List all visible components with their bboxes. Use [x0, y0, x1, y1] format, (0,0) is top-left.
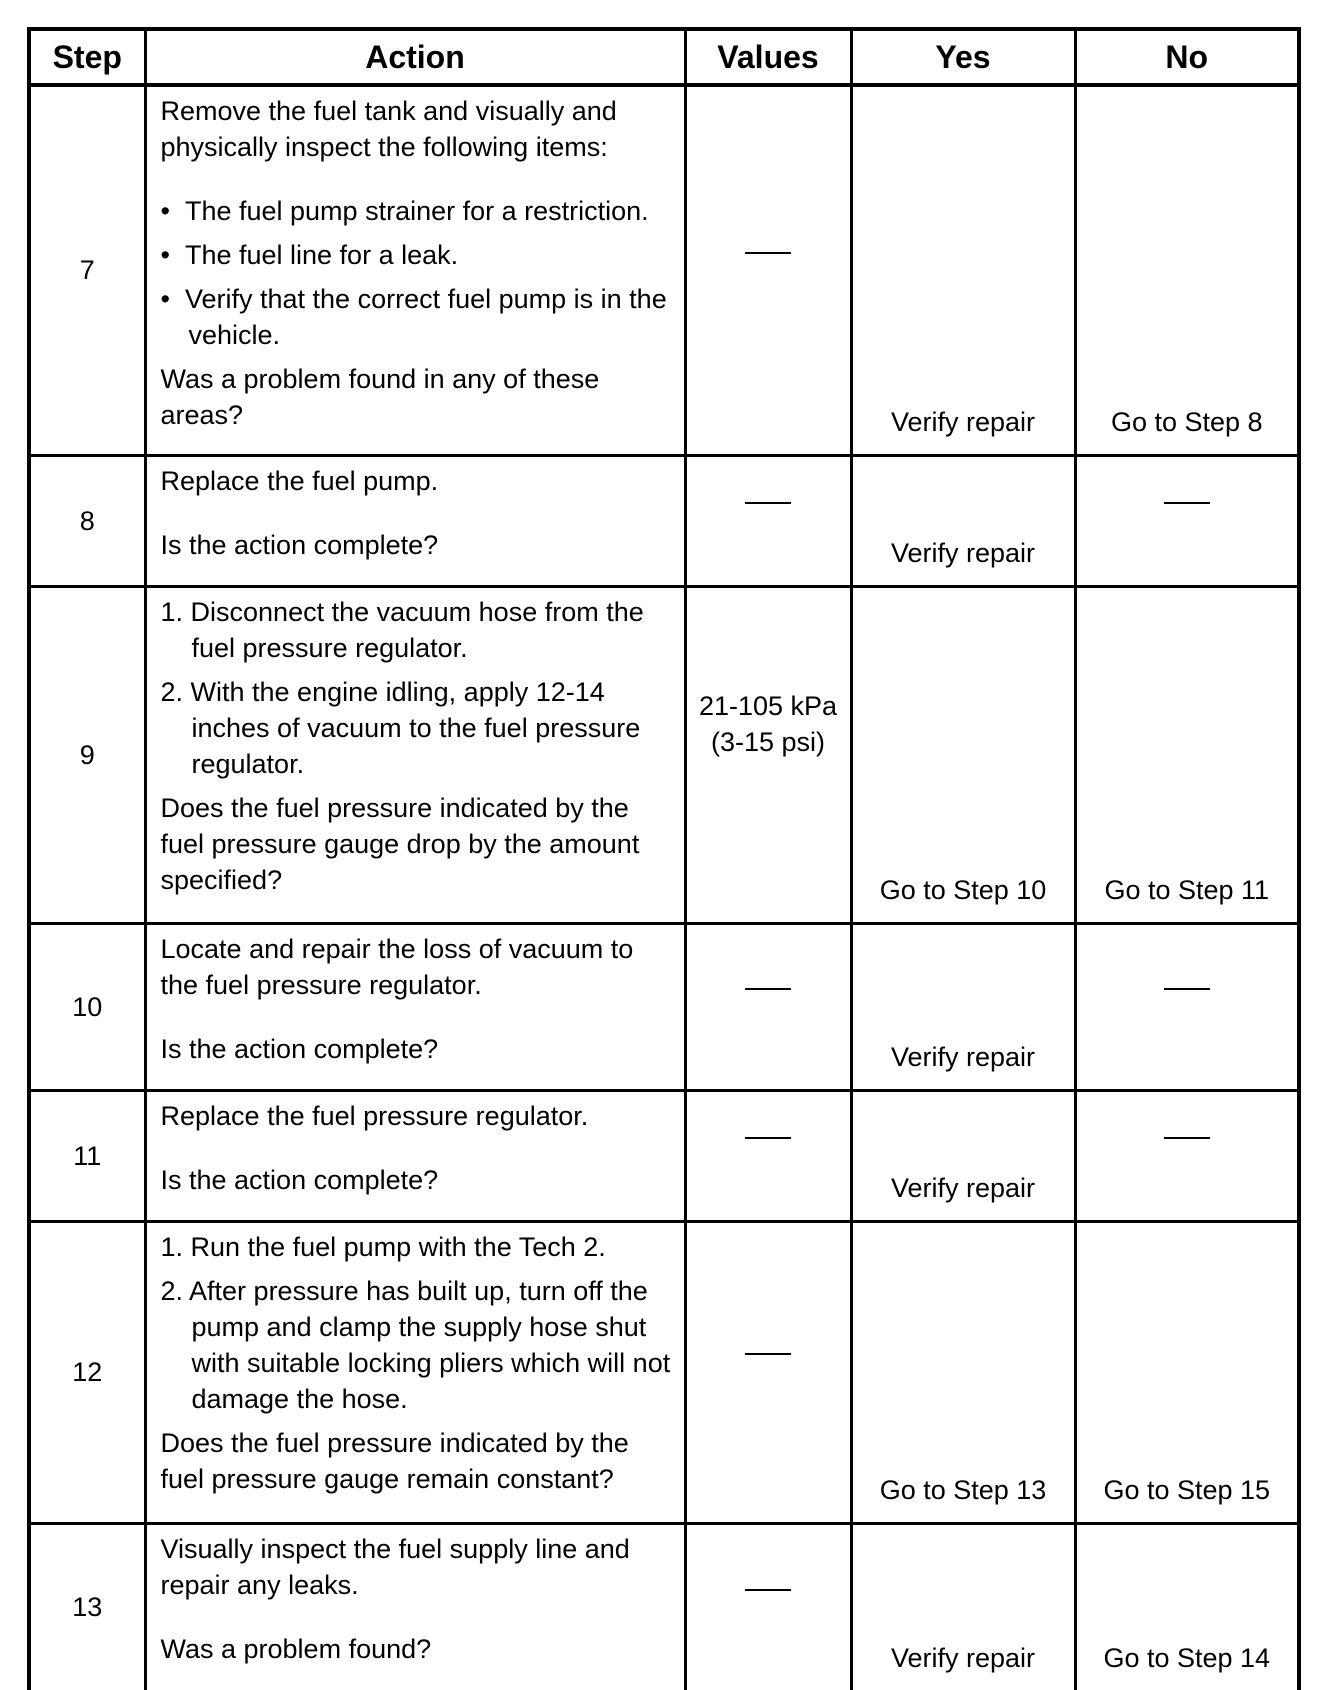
header-step: Step	[29, 29, 145, 85]
empty-value-dash	[1164, 988, 1210, 1026]
value-range: 21-105 kPa (3-15 psi)	[698, 690, 838, 757]
yes-cell: Go to Step 13	[851, 1221, 1075, 1523]
numbered-item: 1. Disconnect the vacuum hose from the fuel pressure regulator.	[160, 596, 644, 663]
action-question: Is the action complete?	[160, 1164, 439, 1195]
values-cell	[685, 923, 851, 1090]
action-question: Does the fuel pressure indicated by the fuel pressure gauge remain constant?	[160, 1427, 629, 1494]
action-cell	[145, 1523, 685, 1690]
step-number: 7	[29, 85, 145, 455]
header-no: No	[1075, 29, 1299, 85]
yes-cell: Verify repair	[851, 923, 1075, 1090]
action-cell	[145, 1221, 685, 1523]
yes-cell: Verify repair	[851, 1523, 1075, 1690]
header-action: Action	[145, 29, 685, 85]
step-number: 11	[29, 1090, 145, 1221]
table-row	[29, 85, 1299, 455]
values-cell	[685, 1221, 851, 1523]
table-row	[29, 1221, 1299, 1523]
table-row	[29, 1090, 1299, 1221]
table-row	[29, 923, 1299, 1090]
empty-value-dash	[745, 1589, 791, 1627]
step-number: 10	[29, 923, 145, 1090]
values-cell	[685, 1523, 851, 1690]
action-question: Was a problem found in any of these areas?	[160, 364, 600, 430]
empty-value-dash	[1164, 502, 1210, 540]
action-cell	[145, 85, 685, 455]
action-question: Does the fuel pressure indicated by the fuel pressure gauge drop by the amount specified?	[160, 792, 640, 895]
empty-value-dash	[745, 1353, 791, 1391]
action-question: Is the action complete?	[160, 1033, 439, 1064]
action-intro: Replace the fuel pump.	[160, 465, 439, 496]
header-values: Values	[685, 29, 851, 85]
action-intro: Visually inspect the fuel supply line and repair any leaks.	[160, 1533, 630, 1600]
no-cell	[1075, 1090, 1299, 1221]
bullet-item: • The fuel pump strainer for a restriction.	[160, 196, 649, 226]
table-row	[29, 455, 1299, 586]
action-cell	[145, 586, 685, 923]
empty-value-dash	[1164, 1137, 1210, 1175]
no-cell: Go to Step 15	[1075, 1221, 1299, 1523]
action-cell	[145, 923, 685, 1090]
values-cell	[685, 1090, 851, 1221]
action-intro: Locate and repair the loss of vacuum to the fuel pressure regulator.	[160, 933, 634, 1000]
yes-cell: Verify repair	[851, 85, 1075, 455]
yes-cell: Verify repair	[851, 455, 1075, 586]
action-intro: Replace the fuel pressure regulator.	[160, 1100, 589, 1131]
empty-value-dash	[745, 1137, 791, 1175]
no-cell	[1075, 455, 1299, 586]
header-row	[29, 29, 1299, 85]
empty-value-dash	[745, 502, 791, 540]
action-cell	[145, 1090, 685, 1221]
action-question: Is the action complete?	[160, 529, 439, 560]
yes-cell: Verify repair	[851, 1090, 1075, 1221]
bullet-item: • Verify that the correct fuel pump is in the vehicle.	[160, 284, 667, 350]
empty-value-dash	[745, 988, 791, 1026]
no-cell: Go to Step 8	[1075, 85, 1299, 455]
action-question: Was a problem found?	[160, 1633, 432, 1664]
values-cell	[685, 586, 851, 923]
values-cell	[685, 85, 851, 455]
table-row	[29, 1523, 1299, 1690]
bullet-item: • The fuel line for a leak.	[160, 240, 459, 270]
numbered-item: 1. Run the fuel pump with the Tech 2.	[160, 1231, 606, 1262]
no-cell: Go to Step 11	[1075, 586, 1299, 923]
yes-cell: Go to Step 10	[851, 586, 1075, 923]
numbered-item: 2. With the engine idling, apply 12-14 inches of vacuum to the fuel pressure regulator.	[160, 676, 641, 779]
numbered-item: 2. After pressure has built up, turn off the pump and clamp the supply hose shut with suitable locking pliers which will not damage the hose.	[160, 1275, 671, 1414]
action-intro: Remove the fuel tank and visually and physically inspect the following items:	[160, 96, 617, 162]
step-number: 12	[29, 1221, 145, 1523]
empty-value-dash	[745, 252, 791, 290]
step-number: 8	[29, 455, 145, 586]
values-cell	[685, 455, 851, 586]
action-cell	[145, 455, 685, 586]
step-number: 9	[29, 586, 145, 923]
no-cell: Go to Step 14	[1075, 1523, 1299, 1690]
no-cell	[1075, 923, 1299, 1090]
diagnostic-table	[27, 27, 1301, 1690]
table-row	[29, 586, 1299, 923]
step-number: 13	[29, 1523, 145, 1690]
header-yes: Yes	[851, 29, 1075, 85]
